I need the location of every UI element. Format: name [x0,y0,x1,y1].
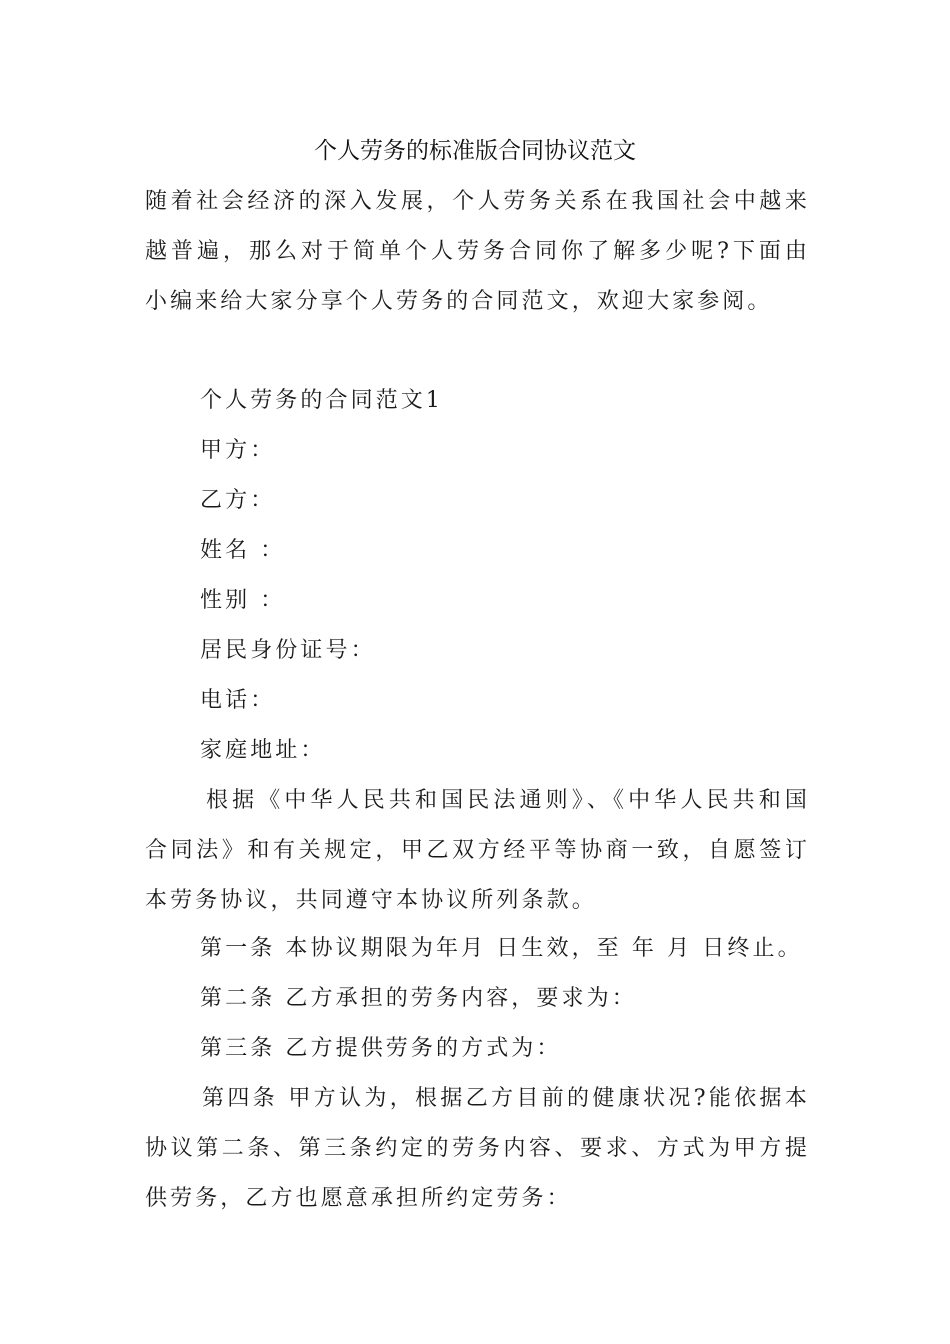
article-2: 第二条 乙方承担的劳务内容，要求为： [200,986,637,1011]
gender-field: 性别 ： [200,588,286,613]
legal-basis-paragraph: 根据《中华人民共和国民法通则》、《中华人民共和国合同法》和有关规定，甲乙双方经平等协商一致，自愿签订本劳务协议，共同遵守本协议所列条款。 [145,788,810,913]
section-heading: 个人劳务的合同范文1 [200,388,443,413]
article-3: 第三条 乙方提供劳务的方式为： [200,1036,562,1061]
party-b-field: 乙方： [200,488,276,513]
article-1: 第一条 本协议期限为年月 日生效，至 年 月 日终止。 [200,936,803,961]
article-4: 第四条 甲方认为，根据乙方目前的健康状况?能依据本协议第二条、第三条约定的劳务内容、要求、方式为甲方提供劳务，乙方也愿意承担所约定劳务： [145,1086,810,1211]
address-field: 家庭地址： [200,738,326,763]
id-number-field: 居民身份证号： [200,638,376,663]
name-field: 姓名 ： [200,538,286,563]
intro-paragraph: 随着社会经济的深入发展，个人劳务关系在我国社会中越来越普遍，那么对于简单个人劳务合同你了解多少呢?下面由小编来给大家分享个人劳务的合同范文，欢迎大家参阅。 [145,189,810,314]
document-title: 个人劳务的标准版合同协议范文 [314,138,636,164]
party-a-field: 甲方： [200,438,276,463]
phone-field: 电话： [200,688,276,713]
